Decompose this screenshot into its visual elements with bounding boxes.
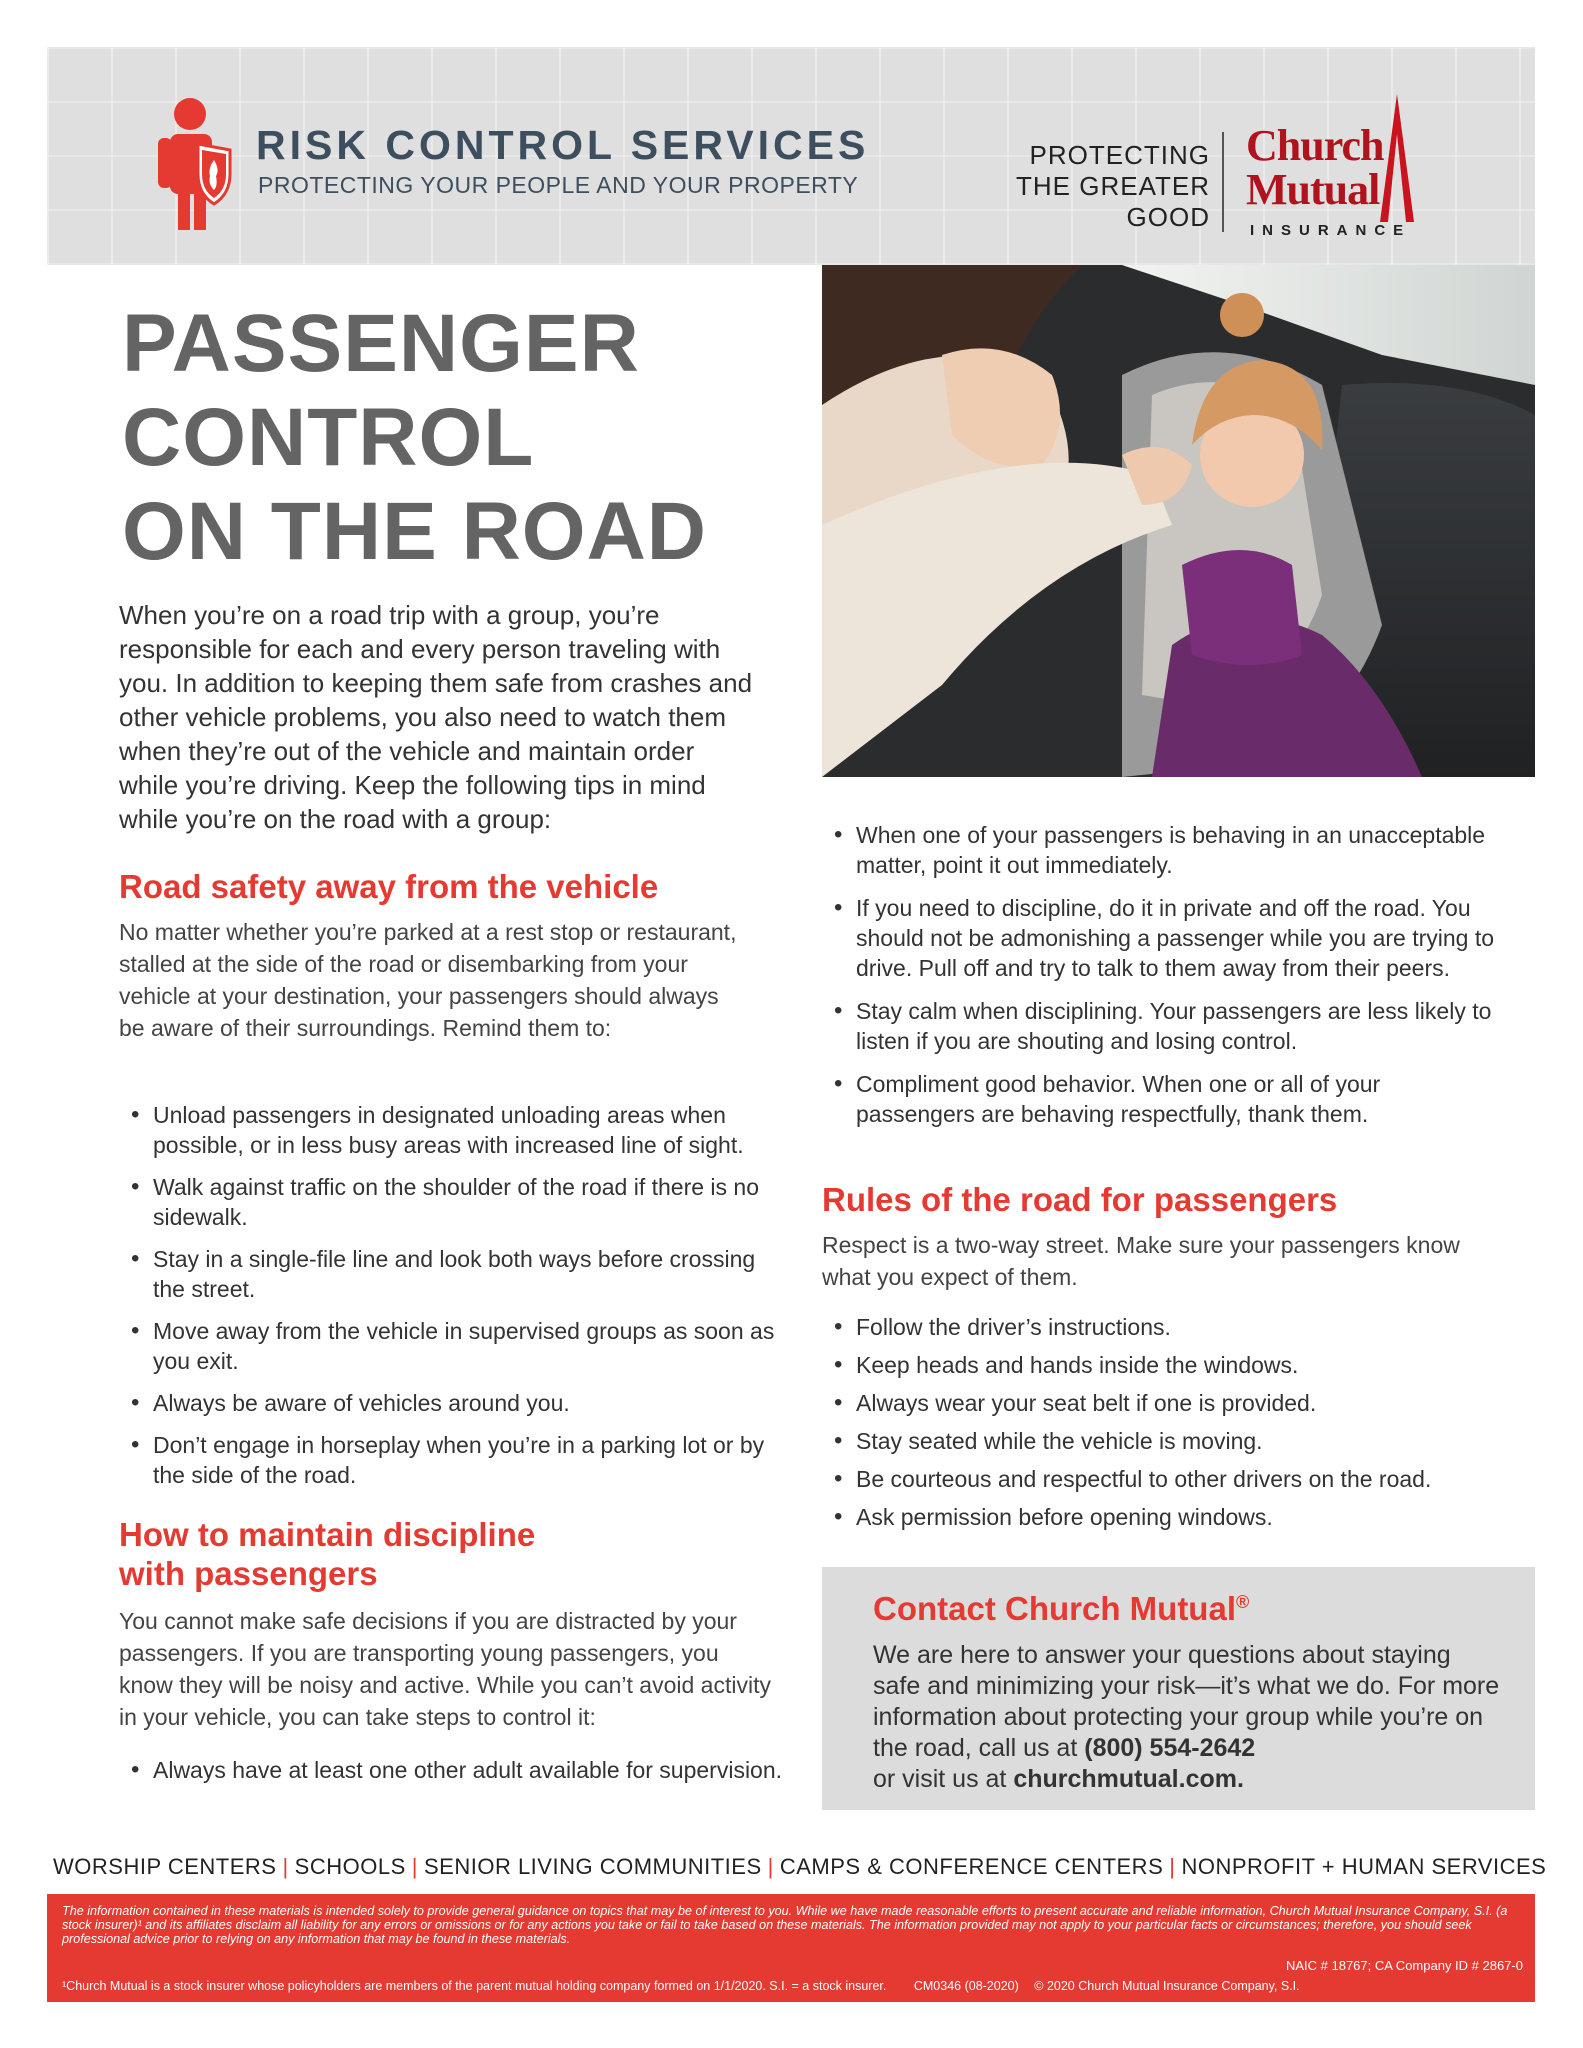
risk-control-person-shield-icon [150,94,240,234]
list-item: • Walk against traffic on the shoulder of the road if there is no sidewalk. [119,1172,779,1232]
contact-website-link[interactable]: churchmutual.com. [1013,1765,1244,1793]
mother-child-car-seat-photo [822,265,1535,777]
brand-subtitle: PROTECTING YOUR PEOPLE AND YOUR PROPERTY [258,172,859,198]
tagline-line-3: GOOD [1126,202,1210,232]
page-title: PASSENGER CONTROL ON THE ROAD [122,298,707,577]
disclaimer-text: The information contained in these materials is intended solely to provide general guidance on topics that may be of interest to you. While we have made reasonable efforts to present accurate and reliable information, Church Mutual Insurance Company, S.I. (a stock insurer)¹ and its affiliates disclaim all liability for any errors or omissions or for any actions you take or fail to take based on these materials. The information provided may not apply to your particular facts or circumstances; therefore, you should seek professional advice prior to relying on any information that may be found in these materials. [62,1904,1508,1946]
list-item: • When one of your passengers is behaving in an unacceptable matter, point it out immediately. [822,820,1502,880]
brand-title: RISK CONTROL SERVICES [256,122,870,168]
section1-heading: Road safety away from the vehicle [119,868,659,905]
section3-paragraph: Respect is a two-way street. Make sure your passengers know what you expect of them. [822,1232,1460,1290]
section1-paragraph: No matter whether you’re parked at a rest stop or restaurant, stalled at the side of the road or disembarking from your vehicle at your destination, your passengers should always be aware of their surroundings. Remind them to: [119,919,737,1041]
list-item: • Don’t engage in horseplay when you’re in a parking lot or by the side of the road. [119,1430,779,1490]
section1-bullet-list [119,1100,779,1502]
list-item: • Stay in a single-file line and look both ways before crossing the street. [119,1244,779,1304]
footnote-line: ¹Church Mutual is a stock insurer whose policyholders are members of the parent mutual holding company formed on 1/1/2020. S.I. = a stock insurer. CM0346 (08-2020) © 2020 Church Mutual Insurance Company, S.I. [62,1979,1300,1993]
intro-paragraph: When you’re on a road trip with a group, you’re responsible for each and every person traveling with you. In addition to keeping them safe from crashes and other vehicle problems, you also need to watch them when they’re out of the vehicle and maintain order while you’re driving. Keep the following tips in mind while you’re on the road with a group: [119,600,753,834]
list-item: • Follow the driver’s instructions. [822,1312,1522,1342]
list-item: • Move away from the vehicle in supervised groups as soon as you exit. [119,1316,779,1376]
list-item: • Unload passengers in designated unloading areas when possible, or in less busy areas with increased line of sight. [119,1100,779,1160]
tagline-line-2: THE GREATER [1016,171,1210,201]
list-item: • Ask permission before opening windows. [822,1502,1522,1532]
list-item: • Always wear your seat belt if one is provided. [822,1388,1522,1418]
contact-phone[interactable]: (800) 554-2642 [1084,1734,1256,1762]
logo-divider [1222,132,1224,232]
list-item: • If you need to discipline, do it in private and off the road. You should not be admonishing a passenger while you are trying to drive. Pull off and try to talk to them away from their peers. [822,893,1502,983]
section2-paragraph: You cannot make safe decisions if you are distracted by your passengers. If you are transporting young passengers, you know they will be noisy and active. While you can’t avoid activity in your vehicle, you can take steps to control it: [119,1608,771,1730]
list-item: • Always be aware of vehicles around you. [119,1388,779,1418]
section3-bullet-list [822,1312,1522,1540]
tagline-line-1: PROTECTING [1029,140,1210,170]
section3-heading: Rules of the road for passengers [822,1181,1338,1218]
list-item: • Stay seated while the vehicle is moving. [822,1426,1522,1456]
contact-paragraph: We are here to answer your questions about staying safe and minimizing your risk—it’s what we do. For more information about protecting your group while you’re on the road, call us at (800) 554-2642 or visit us at churchmutual.com. [873,1641,1500,1793]
disclaimer-band [47,1894,1535,2002]
contact-heading: Contact Church Mutual® [873,1590,1250,1627]
list-item: • Keep heads and hands inside the windows. [822,1350,1522,1380]
steeple-logo-icon [1380,94,1414,222]
section2-heading: How to maintain discipline with passengers [119,1516,536,1592]
list-item: • Be courteous and respectful to other drivers on the road. [822,1464,1522,1494]
markets-list: WORSHIP CENTERS | SCHOOLS | SENIOR LIVING COMMUNITIES | CAMPS & CONFERENCE CENTERS | NONPROFIT + HUMAN SERVICES [53,1854,1547,1879]
logo-insurance-label: INSURANCE [1250,222,1412,239]
list-item: • Compliment good behavior. When one or all of your passengers are behaving respectfully, thank them. [822,1069,1502,1129]
naic-id: NAIC # 18767; CA Company ID # 2867-0 [1285,1958,1523,1973]
tagline [1000,140,1210,233]
section2-bullet-list-right [822,820,1502,1142]
section2-bullet-list-left [119,1755,799,1785]
list-item: • Stay calm when disciplining. Your passengers are less likely to listen if you are shouting and losing control. [822,996,1502,1056]
list-item: • Always have at least one other adult available for supervision. [119,1755,799,1785]
church-mutual-logo-text: Church Mutual [1246,121,1384,214]
